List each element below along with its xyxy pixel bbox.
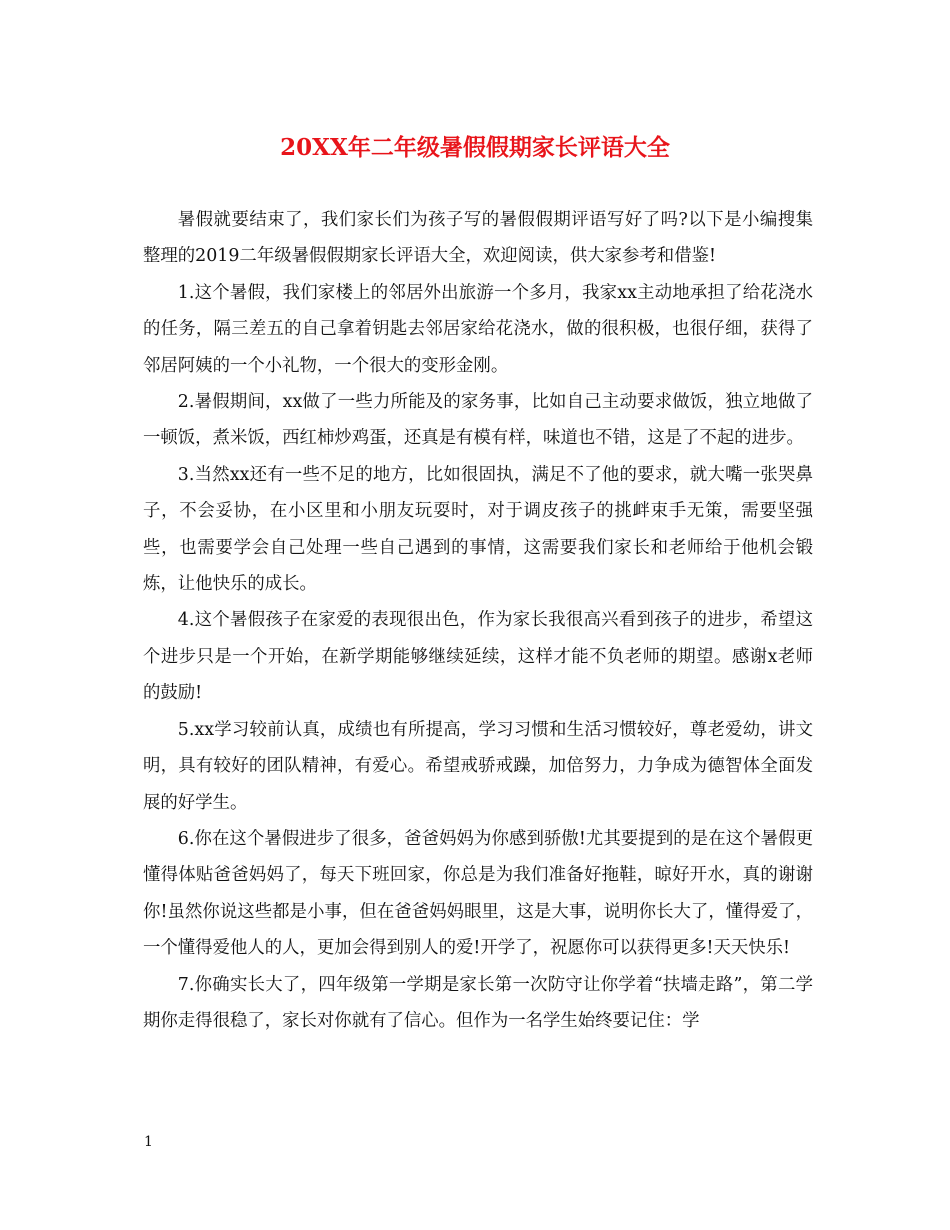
document-body [143,202,813,1039]
paragraph-6: 6.你在这个暑假进步了很多，爸爸妈妈为你感到骄傲!尤其要提到的是在这个暑假更懂得体贴爸爸妈妈了，每天下班回家，你总是为我们准备好拖鞋，晾好开水，真的谢谢你!虽然你说这些都是小事，但在爸爸妈妈眼里，这是大事，说明你长大了，懂得爱了，一个懂得爱他人的人，更加会得到别人的爱!开学了，祝愿你可以获得更多!天天快乐! [143,828,813,959]
paragraph-1: 1.这个暑假，我们家楼上的邻居外出旅游一个多月，我家xx主动地承担了给花浇水的任务，隔三差五的自己拿着钥匙去邻居家给花浇水，做的很积极，也很仔细，获得了邻居阿姨的一个小礼物，一个很大的变形金刚。 [143,282,813,376]
paragraph-3: 3.当然xx还有一些不足的地方，比如很固执，满足不了他的要求，就大嘴一张哭鼻子，不会妥协，在小区里和小朋友玩耍时，对于调皮孩子的挑衅束手无策，需要坚强些，也需要学会自己处理一些自己遇到的事情，这需要我们家长和老师给于他机会锻炼，让他快乐的成长。 [143,464,813,595]
document-title: 20XX年二年级暑假假期家长评语大全 [280,134,670,161]
paragraph-5: 5.xx学习较前认真，成绩也有所提高，学习习惯和生活习惯较好，尊老爱幼，讲文明，具有较好的团队精神，有爱心。希望戒骄戒躁，加倍努力，力争成为德智体全面发展的好学生。 [143,719,813,813]
paragraph-2: 2.暑假期间，xx做了一些力所能及的家务事，比如自己主动要求做饭，独立地做了一顿饭，煮米饭，西红柿炒鸡蛋，还真是有模有样，味道也不错，这是了不起的进步。 [143,392,813,449]
page-number: 1 [144,1134,153,1150]
intro-paragraph: 暑假就要结束了，我们家长们为孩子写的暑假假期评语写好了吗?以下是小编搜集整理的2019二年级暑假假期家长评语大全，欢迎阅读，供大家参考和借鉴! [143,210,813,267]
paragraph-4: 4.这个暑假孩子在家爱的表现很出色，作为家长我很高兴看到孩子的进步，希望这个进步只是一个开始，在新学期能够继续延续，这样才能不负老师的期望。感谢x老师的鼓励! [143,610,813,704]
paragraph-7: 7.你确实长大了，四年级第一学期是家长第一次防守让你学着“扶墙走路”，第二学期你走得很稳了，家长对你就有了信心。但作为一名学生始终要记住：学 [143,974,813,1031]
